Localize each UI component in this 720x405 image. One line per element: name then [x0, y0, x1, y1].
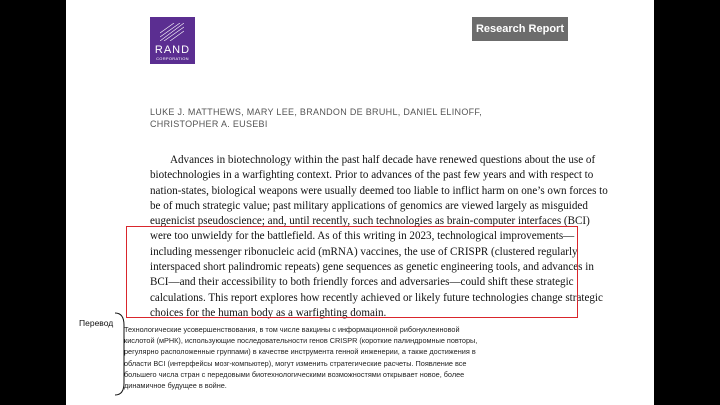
translation-line: регулярно расположенные группами) в качестве инструмента генной инженерии, а также достижения в: [124, 347, 476, 357]
translation-line: Технологические усовершенствования, в том числе вакцины с информационной рибонуклеиновой: [124, 325, 460, 334]
abstract-line: be of much strategic value; past military applications of genomics are viewed largely as misguided: [150, 199, 588, 212]
translation-line: области BCI (интерфейсы мозг-компьютер), могут изменить стратегические расчеты. Появление все: [124, 358, 467, 368]
translation-label: Перевод: [79, 318, 114, 328]
abstract-line: were too unwieldy for the battlefield. As of this writing in 2023, technological improvements—: [150, 230, 575, 243]
author-line: CHRISTOPHER A. EUSEBI: [150, 119, 268, 129]
abstract-line: interspaced short palindromic repeats) gene sequences as genetic engineering tools, and advances in: [150, 261, 594, 274]
translation-text: [124, 324, 574, 391]
logo-mark-icon: [160, 23, 184, 41]
abstract-line: nation-states, biological weapons were usually deemed too liable to inflict harm on one’s own forces to: [150, 184, 608, 197]
translation-line: большего числа стран с передовыми биотехнологическими возможностями открывает новое, более: [124, 369, 465, 379]
abstract-line: including messenger ribonucleic acid (mRNA) vaccines, the use of CRISPR (clustered regularly: [150, 245, 578, 258]
abstract-line: choices for the human body as a warfighting domain.: [150, 306, 387, 319]
highlight-box: [126, 226, 603, 318]
author-list: [150, 106, 570, 130]
logo-subtitle: CORPORATION: [156, 56, 189, 61]
document-page: [66, 0, 654, 405]
abstract-line: biotechnologies in a warfighting context. Prior to advances of the past few years and with respect to: [150, 169, 594, 182]
abstract-line: calculations. This report explores how recently achieved or likely future technologies change strategic: [150, 291, 603, 304]
rand-logo: [150, 17, 195, 64]
abstract-line: BCI—and their accessibility to both friendly forces and adversaries—could shift these strategic: [150, 276, 574, 289]
abstract-line: Advances in biotechnology within the past half decade have renewed questions about the use of: [170, 154, 596, 166]
abstract-line: eugenicist pseudoscience; and, until recently, such technologies as brain-computer interfaces (BCI): [150, 215, 590, 228]
translation-line: кислотой (мРНК), использующие последовательности генов CRISPR (короткие палиндромные повторы,: [124, 336, 478, 346]
report-type-badge: Research Report: [472, 17, 568, 41]
logo-name: RAND: [154, 44, 191, 56]
translation-line: динамичное будущее в войне.: [124, 381, 227, 391]
author-line: LUKE J. MATTHEWS, MARY LEE, BRANDON DE BRUHL, DANIEL ELINOFF,: [150, 107, 483, 117]
